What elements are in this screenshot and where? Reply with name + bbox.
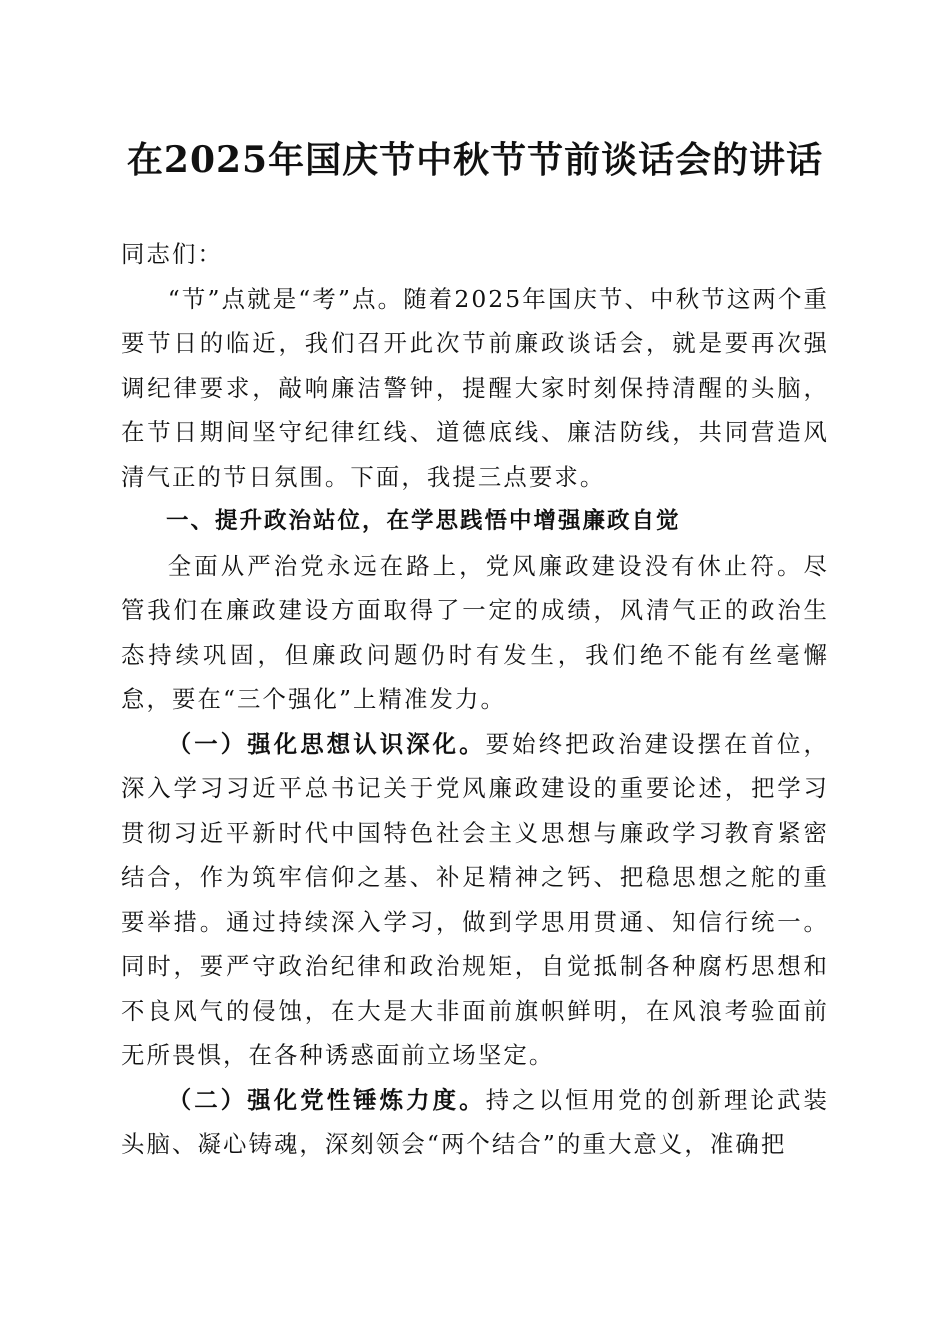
item-2-text: 持之以恒用党的创新理论武装头脑、凝心铸魂，深刻领会“两个结合”的重大意义，准确把 xyxy=(121,1085,829,1158)
intro-paragraph: “节”点就是“考”点。随着2025年国庆节、中秋节这两个重要节日的临近，我们召开此次节前廉政谈话会，就是要再次强调纪律要求，敲响廉洁警钟，提醒大家时刻保持清醒的头脑，在节日期间坚守纪律红线、道德底线、廉洁防线，共同营造风清气正的节日氛围。下面，我提三点要求。 xyxy=(121,284,829,491)
document-body xyxy=(121,232,829,1167)
item-1-lead: （一）强化思想认识深化。 xyxy=(167,729,486,758)
salutation: 同志们： xyxy=(121,240,223,268)
item-2-paragraph xyxy=(121,1078,829,1167)
document-title: 在2025年国庆节中秋节节前谈话会的讲话 xyxy=(126,139,824,181)
section-heading-1: 一、提升政治站位，在学思践悟中增强廉政自觉 xyxy=(166,508,681,534)
item-2-lead: （二）强化党性锤炼力度。 xyxy=(167,1085,486,1114)
item-1-paragraph xyxy=(121,722,829,1078)
section-1-paragraph: 全面从严治党永远在路上，党风廉政建设没有休止符。尽管我们在廉政建设方面取得了一定的成绩，风清气正的政治生态持续巩固，但廉政问题仍时有发生，我们绝不能有丝毫懈怠，要在“三个强化”上精准发力。 xyxy=(121,551,829,713)
item-1-text: 要始终把政治建设摆在首位，深入学习习近平总书记关于党风廉政建设的重要论述，把学习贯彻习近平新时代中国特色社会主义思想与廉政学习教育紧密结合，作为筑牢信仰之基、补足精神之钙、把稳思想之舵的重要举措。通过持续深入学习，做到学思用贯通、知信行统一。同时，要严守政治纪律和政治规矩，自觉抵制各种腐朽思想和不良风气的侵蚀，在大是大非面前旗帜鲜明，在风浪考验面前无所畏惧，在各种诱惑面前立场坚定。 xyxy=(121,729,829,1069)
